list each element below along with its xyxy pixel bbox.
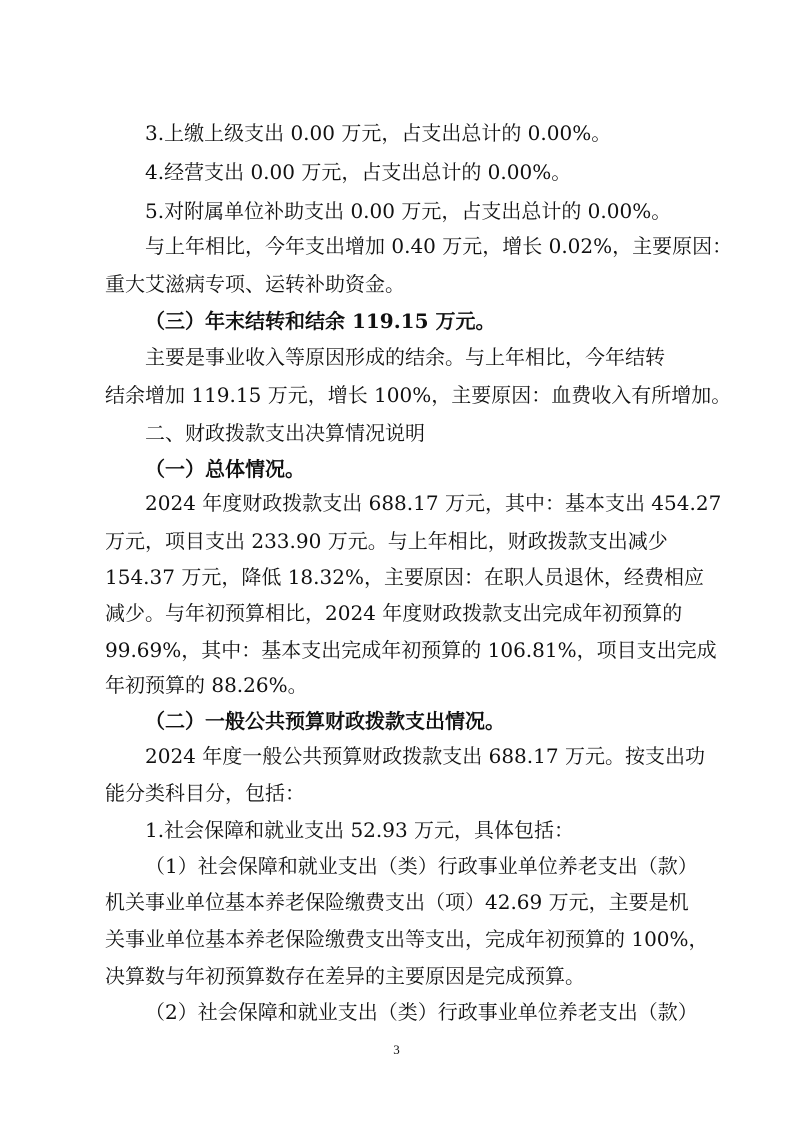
paragraph-line: 主要是事业收入等原因形成的结余。与上年相比，今年结转: [145, 345, 665, 369]
paragraph-line: （2）社会保障和就业支出（类）行政事业单位养老支出（款）: [145, 1000, 698, 1024]
paragraph-line: 3.上缴上级支出 0.00 万元，占支出总计的 0.00%。: [145, 121, 612, 145]
paragraph-line: 机关事业单位基本养老保险缴费支出（项）42.69 万元，主要是机: [105, 890, 689, 914]
section-heading: 二、财政拨款支出决算情况说明: [145, 421, 425, 445]
paragraph-line: 重大艾滋病专项、运转补助资金。: [105, 272, 405, 296]
paragraph-line: 154.37 万元，降低 18.32%，主要原因：在职人员退休，经费相应: [105, 565, 704, 589]
paragraph-line: 决算数与年初预算数存在差异的主要原因是完成预算。: [105, 964, 585, 988]
paragraph-line: 减少。与年初预算相比，2024 年度财政拨款支出完成年初预算的: [105, 601, 683, 625]
section-heading: （一）总体情况。: [145, 457, 305, 481]
section-heading: （三）年末结转和结余 119.15 万元。: [145, 309, 496, 333]
paragraph-line: 与上年相比，今年支出增加 0.40 万元，增长 0.02%，主要原因：: [145, 234, 733, 258]
paragraph-line: （1）社会保障和就业支出（类）行政事业单位养老支出（款）: [145, 854, 698, 878]
paragraph-line: 结余增加 119.15 万元，增长 100%，主要原因：血费收入有所增加。: [105, 383, 732, 407]
paragraph-line: 99.69%，其中：基本支出完成年初预算的 106.81%，项目支出完成: [105, 638, 717, 662]
section-heading: （二）一般公共预算财政拨款支出情况。: [145, 709, 505, 733]
paragraph-line: 2024 年度一般公共预算财政拨款支出 688.17 万元。按支出功: [145, 744, 705, 768]
paragraph-line: 年初预算的 88.26%。: [105, 673, 308, 697]
paragraph-line: 关事业单位基本养老保险缴费支出等支出，完成年初预算的 100%，: [105, 927, 709, 951]
page-number: 3: [393, 1042, 400, 1057]
paragraph-line: 1.社会保障和就业支出 52.93 万元，具体包括：: [145, 818, 575, 842]
paragraph-line: 4.经营支出 0.00 万元，占支出总计的 0.00%。: [145, 160, 572, 184]
paragraph-line: 5.对附属单位补助支出 0.00 万元，占支出总计的 0.00%。: [145, 199, 672, 223]
paragraph-line: 万元，项目支出 233.90 万元。与上年相比，财政拨款支出减少: [105, 529, 668, 553]
paragraph-line: 2024 年度财政拨款支出 688.17 万元，其中：基本支出 454.27: [145, 491, 722, 515]
paragraph-line: 能分类科目分，包括：: [105, 781, 305, 805]
